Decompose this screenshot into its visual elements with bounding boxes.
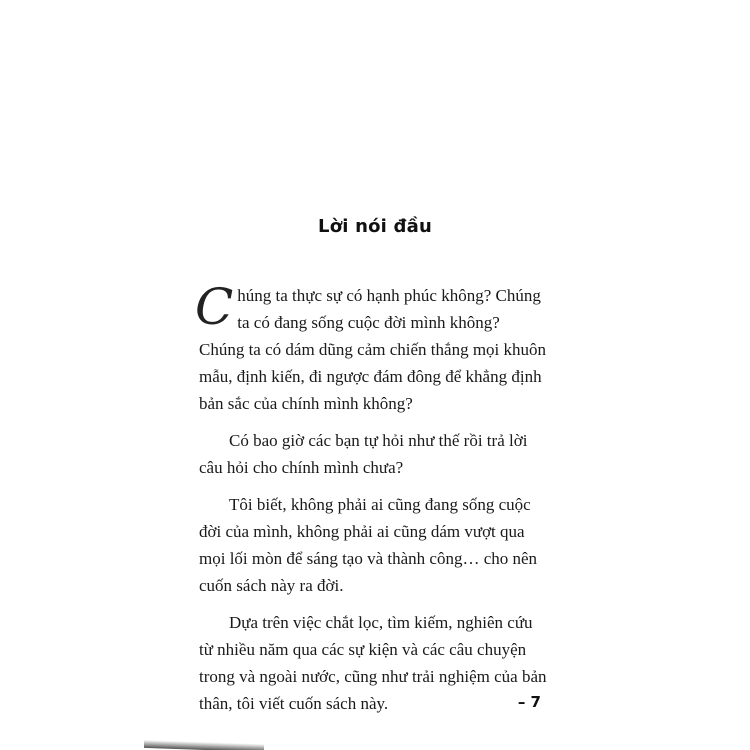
paragraph-1-text: húng ta thực sự có hạnh phúc không? Chúng ta có đang sống cuộc đời mình không? Chúng ta có dám dũng cảm chiến thắng mọi khuôn mẫu, định kiến, đi ngược đám đông để khẳng định bản sắc của chính mình không? bbox=[199, 286, 547, 413]
page-title: Lời nói đầu bbox=[318, 216, 432, 237]
paragraph-3: Tôi biết, không phải ai cũng đang sống cuộc đời của mình, không phải ai cũng dám vượt qua mọi lối mòn để sáng tạo và thành công… cho nên cuốn sách này ra đời. bbox=[199, 495, 538, 595]
page-number: – 7 bbox=[517, 693, 541, 711]
drop-cap: C bbox=[195, 278, 234, 336]
paragraph-2: Có bao giờ các bạn tự hỏi như thế rồi trả lời câu hỏi cho chính mình chưa? bbox=[199, 431, 528, 477]
body-text bbox=[195, 278, 549, 727]
paragraph-4: Dựa trên việc chắt lọc, tìm kiếm, nghiên cứu từ nhiều năm qua các sự kiện và các câu chuyện trong và ngoài nước, cũng như trải nghiệm của bản thân, tôi viết cuốn sách này. bbox=[199, 613, 547, 713]
page-edge-shadow bbox=[144, 740, 264, 750]
paragraph-1 bbox=[195, 278, 549, 417]
